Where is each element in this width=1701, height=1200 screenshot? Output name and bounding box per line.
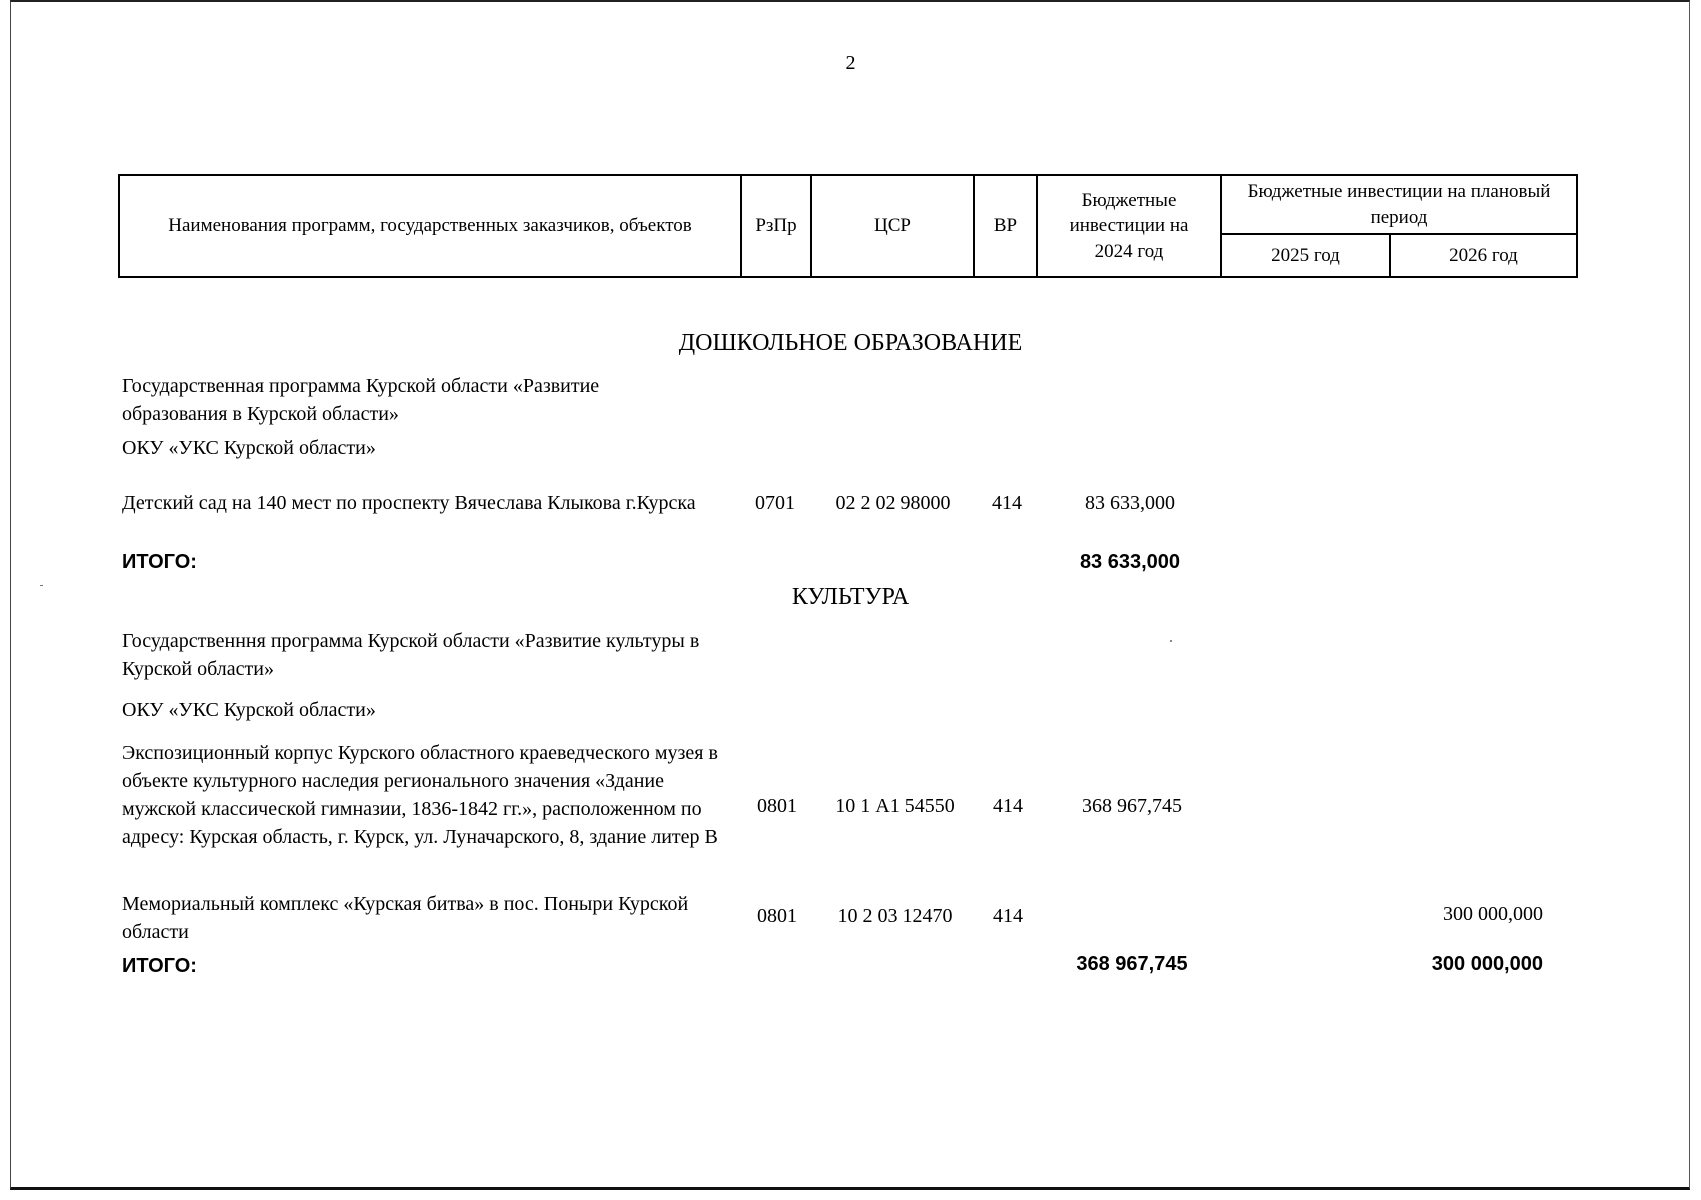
object-rzpr: 0801 [757,795,797,817]
scan-dot [1170,640,1172,642]
header-vr: ВР [974,175,1037,277]
customer-name: ОКУ «УКС Курской области» [122,437,376,459]
total-label: ИТОГО: [122,551,197,573]
object-rzpr: 0801 [757,905,797,927]
table-header [118,174,1578,278]
customer-name: ОКУ «УКС Курской области» [122,699,376,721]
section-title: ДОШКОЛЬНОЕ ОБРАЗОВАНИЕ [678,330,1023,356]
program-name: Государственння программа Курской области «Развитие культуры в Курской области» [122,630,700,680]
object-2026: 300 000,000 [1443,903,1543,925]
object-csr: 02 2 02 98000 [835,492,951,514]
object-rzpr: 0701 [755,492,795,514]
object-vr: 414 [992,492,1022,514]
header-name: Наименования программ, государственных заказчиков, объектов [119,175,741,277]
header-planned-period: Бюджетные инвестиции на плановый период [1221,175,1577,234]
total-label: ИТОГО: [122,955,197,977]
total-2024: 368 967,745 [1076,953,1188,975]
total-2026: 300 000,000 [1431,953,1543,975]
object-name: Детский сад на 140 мест по проспекту Вячеслава Клыкова г.Курска [122,492,696,514]
object-name: Экспозиционный корпус Курского областного краеведческого музея в объекте культурного наследия регионального значения «Здание мужской классической гимназии, 1836-1842 гг.», расположенном по адресу: Курская область, г. Курск, ул. Луначарского, 8, здание литер В [122,742,718,848]
object-vr: 414 [993,795,1023,817]
total-2024: 83 633,000 [1079,551,1181,573]
object-vr: 414 [993,905,1023,927]
object-2024: 368 967,745 [1082,795,1182,817]
object-csr: 10 2 03 12470 [837,905,953,927]
object-2024: 83 633,000 [1085,492,1175,514]
header-2024: Бюджетные инвестиции на 2024 год [1037,175,1221,277]
header-csr: ЦСР [811,175,974,277]
object-name: Мемориальный комплекс «Курская битва» в пос. Поныри Курской области [122,893,689,943]
section-title: КУЛЬТУРА [791,584,910,610]
header-2025: 2025 год [1221,234,1390,277]
program-name: Государственная программа Курской области «Развитие образования в Курской области» [122,375,600,425]
header-2026: 2026 год [1390,234,1577,277]
page-number: 2 [845,52,856,74]
header-rzpr: РзПр [741,175,811,277]
object-csr: 10 1 А1 54550 [835,795,955,817]
